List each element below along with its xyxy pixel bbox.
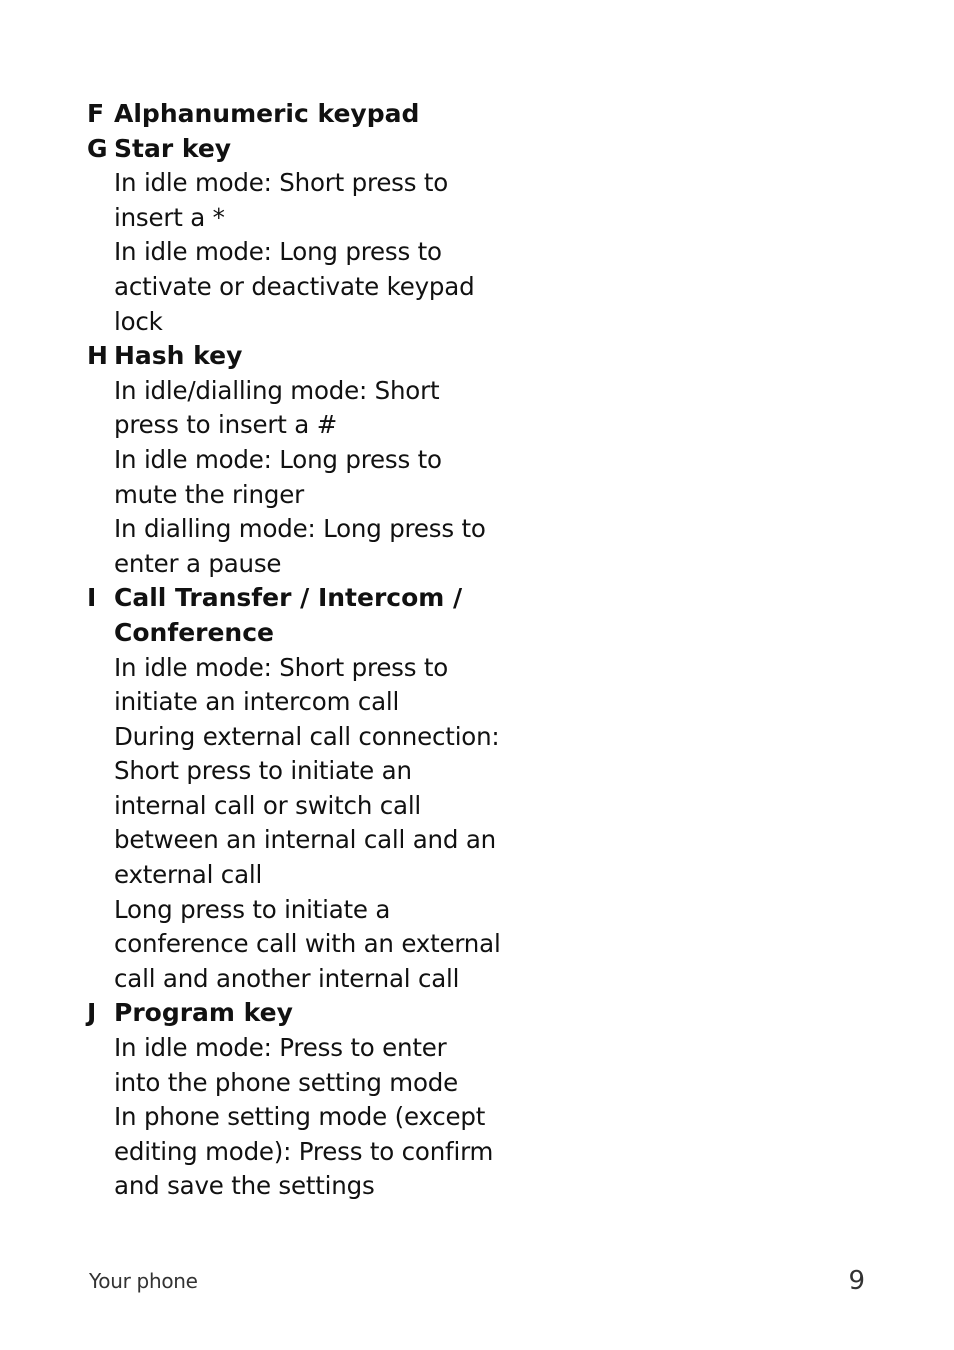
description-line: In phone setting mode (except xyxy=(114,1102,486,1132)
item-heading-line: Hash key xyxy=(114,341,243,371)
item-letter: H xyxy=(87,341,108,371)
description-line: mute the ringer xyxy=(114,479,304,509)
description-line: into the phone setting mode xyxy=(114,1067,458,1097)
item-letter: F xyxy=(87,99,105,128)
description-line: insert a * xyxy=(114,202,225,232)
description-line: Long press to initiate a xyxy=(114,894,391,924)
description-line: In idle mode: Long press to xyxy=(114,444,442,474)
description-line: press to insert a # xyxy=(114,410,338,440)
description-line: enter a pause xyxy=(114,548,282,578)
description-line: In idle mode: Press to enter xyxy=(114,1033,447,1063)
description-line: between an internal call and an xyxy=(114,825,496,855)
item-letter: G xyxy=(87,133,108,163)
item-heading-line: Star key xyxy=(114,133,232,163)
item-letter: I xyxy=(87,583,97,613)
item-heading-line: Alphanumeric keypad xyxy=(114,99,420,128)
description-line: In idle/dialling mode: Short xyxy=(114,375,440,405)
manual-content xyxy=(87,97,517,1204)
item-heading-line: Call Transfer / Intercom / xyxy=(114,583,463,613)
description-line: editing mode): Press to confirm xyxy=(114,1136,494,1166)
description-line: activate or deactivate keypad xyxy=(114,271,475,301)
description-line: Short press to initiate an xyxy=(114,756,412,786)
description-line: conference call with an external xyxy=(114,929,501,959)
key-item-i xyxy=(87,581,517,996)
page-number: 9 xyxy=(848,1266,865,1296)
description-line: internal call or switch call xyxy=(114,790,422,820)
description-line: In idle mode: Short press to xyxy=(114,652,449,682)
key-item-g xyxy=(87,132,517,340)
description-line: In idle mode: Short press to xyxy=(114,168,449,198)
key-item-f xyxy=(87,97,517,132)
key-item-j xyxy=(87,996,517,1204)
item-heading xyxy=(114,132,517,167)
item-heading xyxy=(114,581,517,650)
key-item-h xyxy=(87,339,517,581)
item-description xyxy=(114,651,517,997)
description-line: In dialling mode: Long press to xyxy=(114,514,486,544)
description-line: In idle mode: Long press to xyxy=(114,237,442,267)
description-line: During external call connection: xyxy=(114,721,500,751)
description-line: initiate an intercom call xyxy=(114,687,400,717)
item-description xyxy=(114,1031,517,1204)
item-heading xyxy=(114,996,517,1031)
item-heading xyxy=(114,97,517,132)
item-heading-line: Program key xyxy=(114,998,293,1028)
description-line: call and another internal call xyxy=(114,963,460,993)
description-line: and save the settings xyxy=(114,1171,375,1201)
item-heading xyxy=(114,339,517,374)
item-description xyxy=(114,374,517,582)
item-letter: J xyxy=(87,998,97,1028)
description-line: lock xyxy=(114,306,163,336)
description-line: external call xyxy=(114,860,263,890)
item-description xyxy=(114,166,517,339)
item-heading-line: Conference xyxy=(114,617,275,647)
footer-section-title: Your phone xyxy=(89,1269,198,1293)
